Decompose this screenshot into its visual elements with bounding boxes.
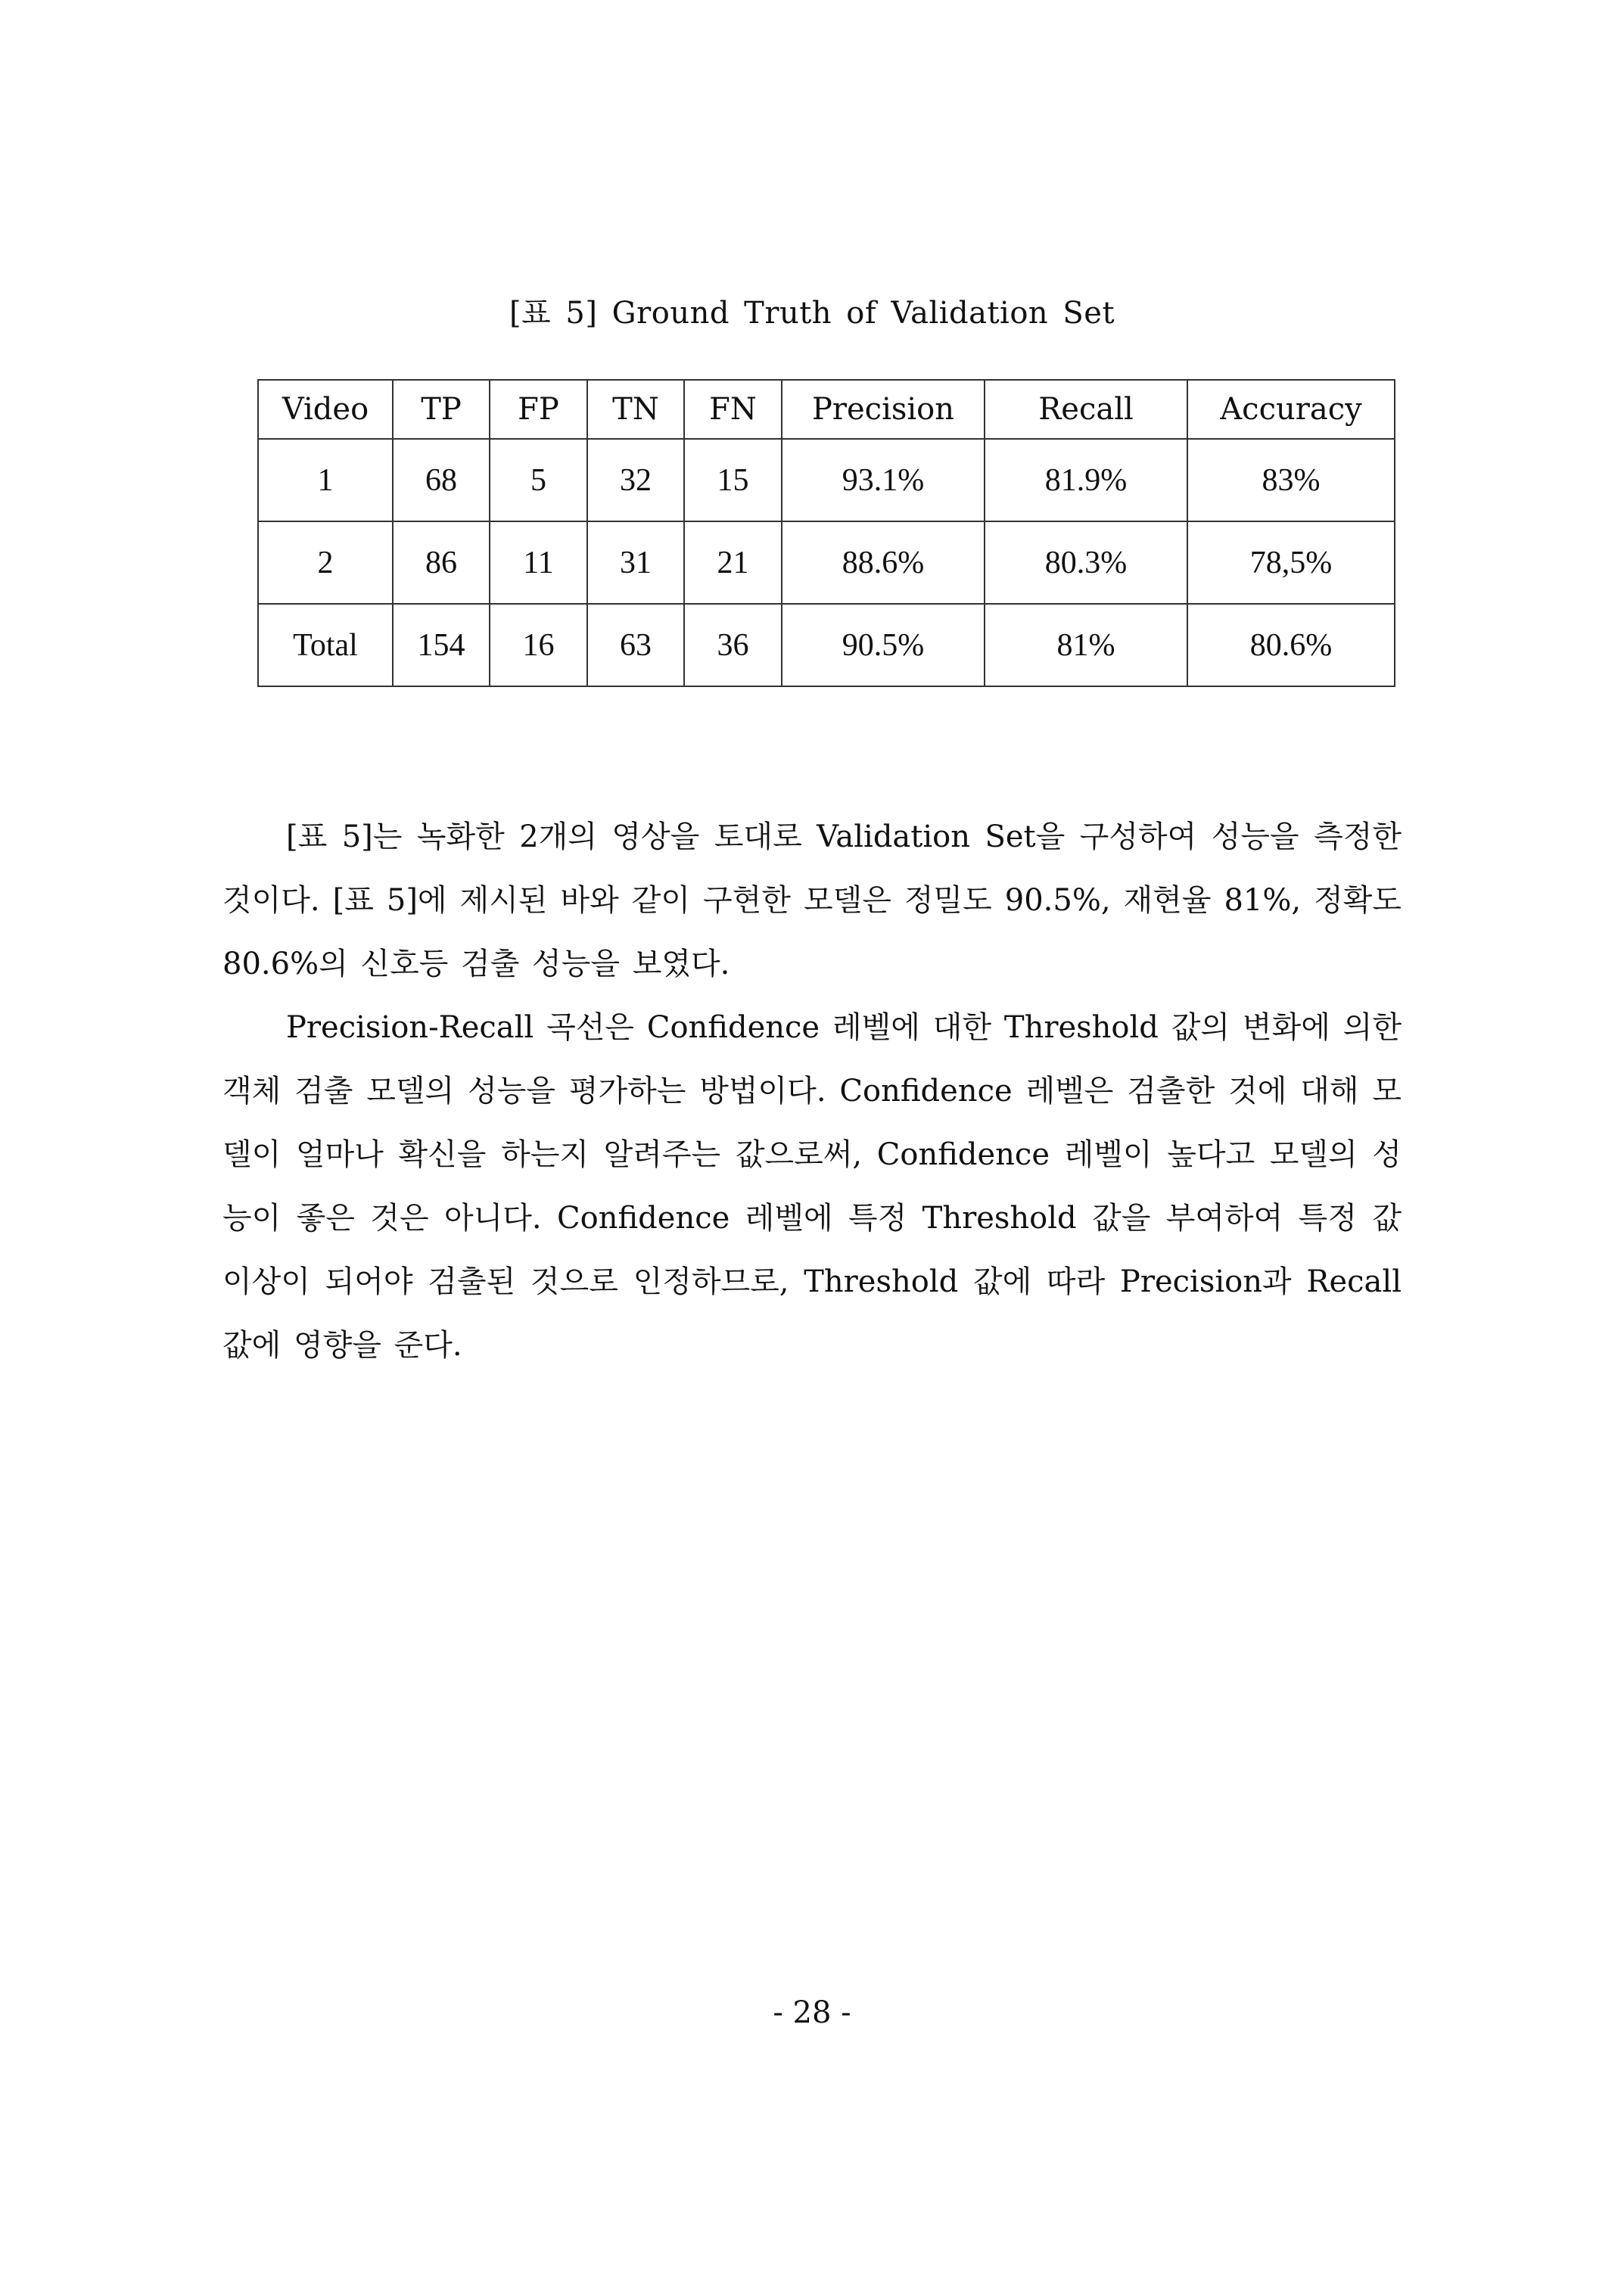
header-video: Video: [258, 380, 393, 439]
table-cell: 11: [490, 521, 587, 604]
table-row-total: [258, 604, 1395, 686]
table-cell: 93.1%: [782, 439, 985, 521]
table-cell: Total: [258, 604, 393, 686]
table-cell: 1: [258, 439, 393, 521]
table-cell: 80.3%: [985, 521, 1187, 604]
table-cell: 78,5%: [1187, 521, 1395, 604]
table-cell: 88.6%: [782, 521, 985, 604]
table-cell: 31: [587, 521, 684, 604]
header-precision: Precision: [782, 380, 985, 439]
header-fn: FN: [684, 380, 782, 439]
table-cell: 68: [393, 439, 490, 521]
header-recall: Recall: [985, 380, 1187, 439]
header-tp: TP: [393, 380, 490, 439]
table-cell: 81%: [985, 604, 1187, 686]
header-tn: TN: [587, 380, 684, 439]
table-cell: 81.9%: [985, 439, 1187, 521]
body-text: [222, 805, 1402, 1377]
paragraph: [표 5]는 녹화한 2개의 영상을 토대로 Validation Set을 구성하여 성능을 측정한 것이다. [표 5]에 제시된 바와 같이 구현한 모델은 정밀도 90.5%, 재현율 81%, 정확도 80.6%의 신호등 검출 성능을 보였다.: [222, 819, 1402, 981]
table-header-row: [258, 380, 1395, 439]
header-fp: FP: [490, 380, 587, 439]
table-cell: 15: [684, 439, 782, 521]
table-row: [258, 521, 1395, 604]
table-cell: 90.5%: [782, 604, 985, 686]
table-cell: 5: [490, 439, 587, 521]
table-cell: 32: [587, 439, 684, 521]
table-cell: 36: [684, 604, 782, 686]
table-cell: 21: [684, 521, 782, 604]
table-cell: 2: [258, 521, 393, 604]
table-caption: [표 5] Ground Truth of Validation Set: [509, 296, 1115, 331]
table-cell: 154: [393, 604, 490, 686]
validation-table: [257, 379, 1395, 687]
table-cell: 63: [587, 604, 684, 686]
table-cell: 83%: [1187, 439, 1395, 521]
paragraph: Precision-Recall 곡선은 Confidence 레벨에 대한 Threshold 값의 변화에 의한 객체 검출 모델의 성능을 평가하는 방법이다. Confidence 레벨은 검출한 것에 대해 모델이 얼마나 확신을 하는지 알려주는 값으로써, Confidence 레벨이 높다고 모델의 성능이 좋은 것은 아니다. Confidence 레벨에 특정 Threshold 값을 부여하여 특정 값 이상이 되어야 검출된 것으로 인정하므로, Threshold 값에 따라 Precision과 Recall값에 영향을 준다.: [222, 1010, 1402, 1363]
header-accuracy: Accuracy: [1187, 380, 1395, 439]
page-number: - 28 -: [773, 1995, 851, 2030]
table-cell: 16: [490, 604, 587, 686]
table-cell: 80.6%: [1187, 604, 1395, 686]
table-cell: 86: [393, 521, 490, 604]
table-row: [258, 439, 1395, 521]
